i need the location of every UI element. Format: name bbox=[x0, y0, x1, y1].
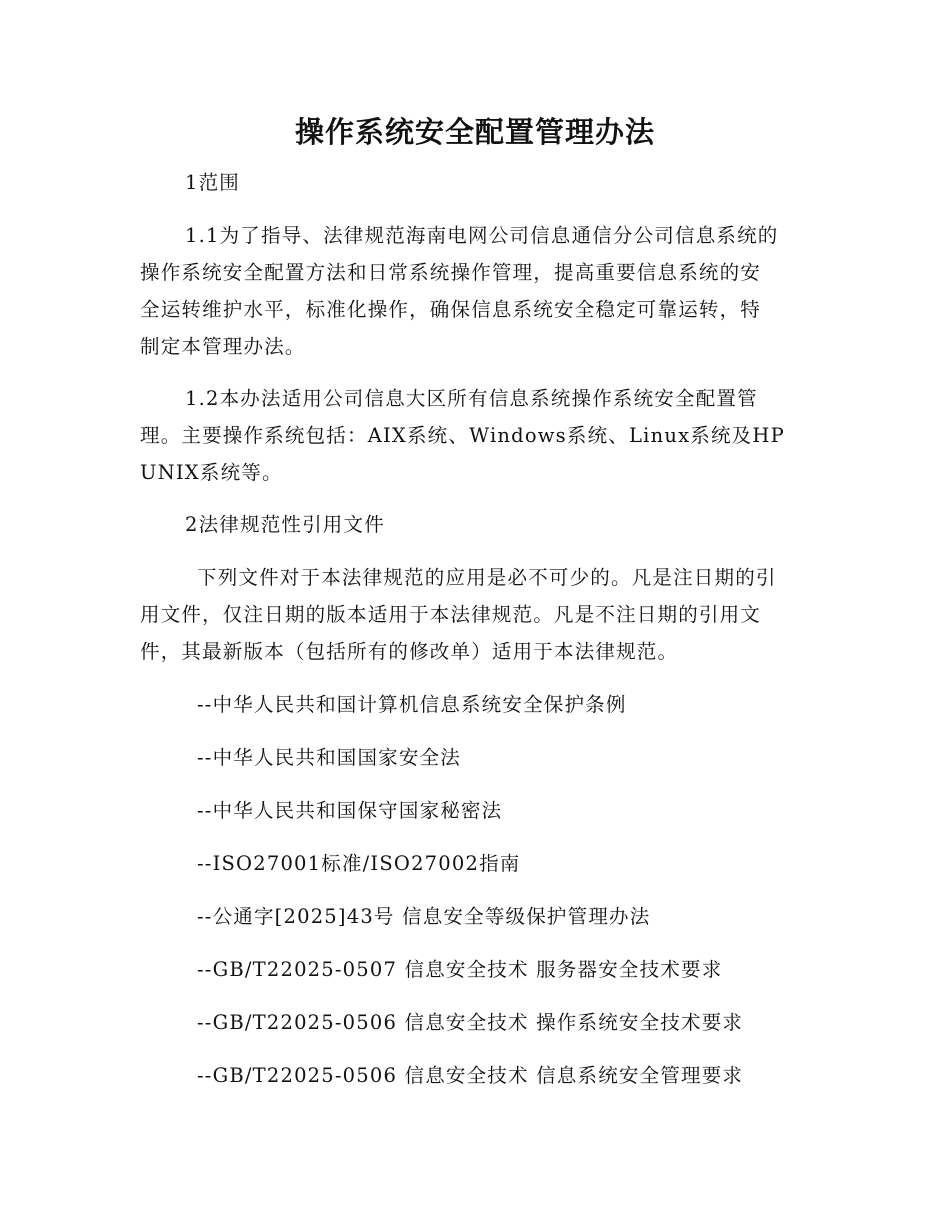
reference-item: --GB/T22025-0506 信息安全技术 信息系统安全管理要求 bbox=[197, 1064, 744, 1087]
paragraph-2-intro-line-3: 件，其最新版本（包括所有的修改单）适用于本法律规范。 bbox=[140, 640, 679, 663]
reference-item: --ISO27001标准/ISO27002指南 bbox=[197, 852, 521, 875]
paragraph-1-1-line-2: 操作系统安全配置方法和日常系统操作管理，提高重要信息系统的安 bbox=[140, 261, 762, 284]
document-title: 操作系统安全配置管理办法 bbox=[294, 115, 655, 149]
reference-item: --中华人民共和国国家安全法 bbox=[197, 746, 461, 769]
reference-item: --公通字[2025]43号 信息安全等级保护管理办法 bbox=[197, 905, 651, 928]
reference-item: --中华人民共和国计算机信息系统安全保护条例 bbox=[197, 693, 627, 716]
section-heading-references: 2法律规范性引用文件 bbox=[185, 513, 385, 536]
reference-item: --中华人民共和国保守国家秘密法 bbox=[197, 799, 503, 822]
paragraph-1-2-line-1: 1.2本办法适用公司信息大区所有信息系统操作系统安全配置管 bbox=[185, 387, 758, 410]
paragraph-1-1-line-3: 全运转维护水平，标准化操作，确保信息系统安全稳定可靠运转，特 bbox=[140, 298, 762, 321]
paragraph-1-1-line-4: 制定本管理办法。 bbox=[140, 335, 306, 358]
section-heading-scope: 1范围 bbox=[185, 171, 241, 194]
paragraph-2-intro-line-1: 下列文件对于本法律规范的应用是必不可少的。凡是注日期的引 bbox=[197, 566, 777, 589]
reference-item: --GB/T22025-0507 信息安全技术 服务器安全技术要求 bbox=[197, 958, 723, 981]
paragraph-2-intro-line-2: 用文件，仅注日期的版本适用于本法律规范。凡是不注日期的引用文 bbox=[140, 603, 762, 626]
paragraph-1-1-line-1: 1.1为了指导、法律规范海南电网公司信息通信分公司信息系统的 bbox=[185, 224, 779, 247]
reference-item: --GB/T22025-0506 信息安全技术 操作系统安全技术要求 bbox=[197, 1011, 744, 1034]
paragraph-1-2-line-2: 理。主要操作系统包括：AIX系统、Windows系统、Linux系统及HP bbox=[140, 424, 785, 447]
paragraph-1-2-line-3: UNIX系统等。 bbox=[140, 461, 283, 484]
